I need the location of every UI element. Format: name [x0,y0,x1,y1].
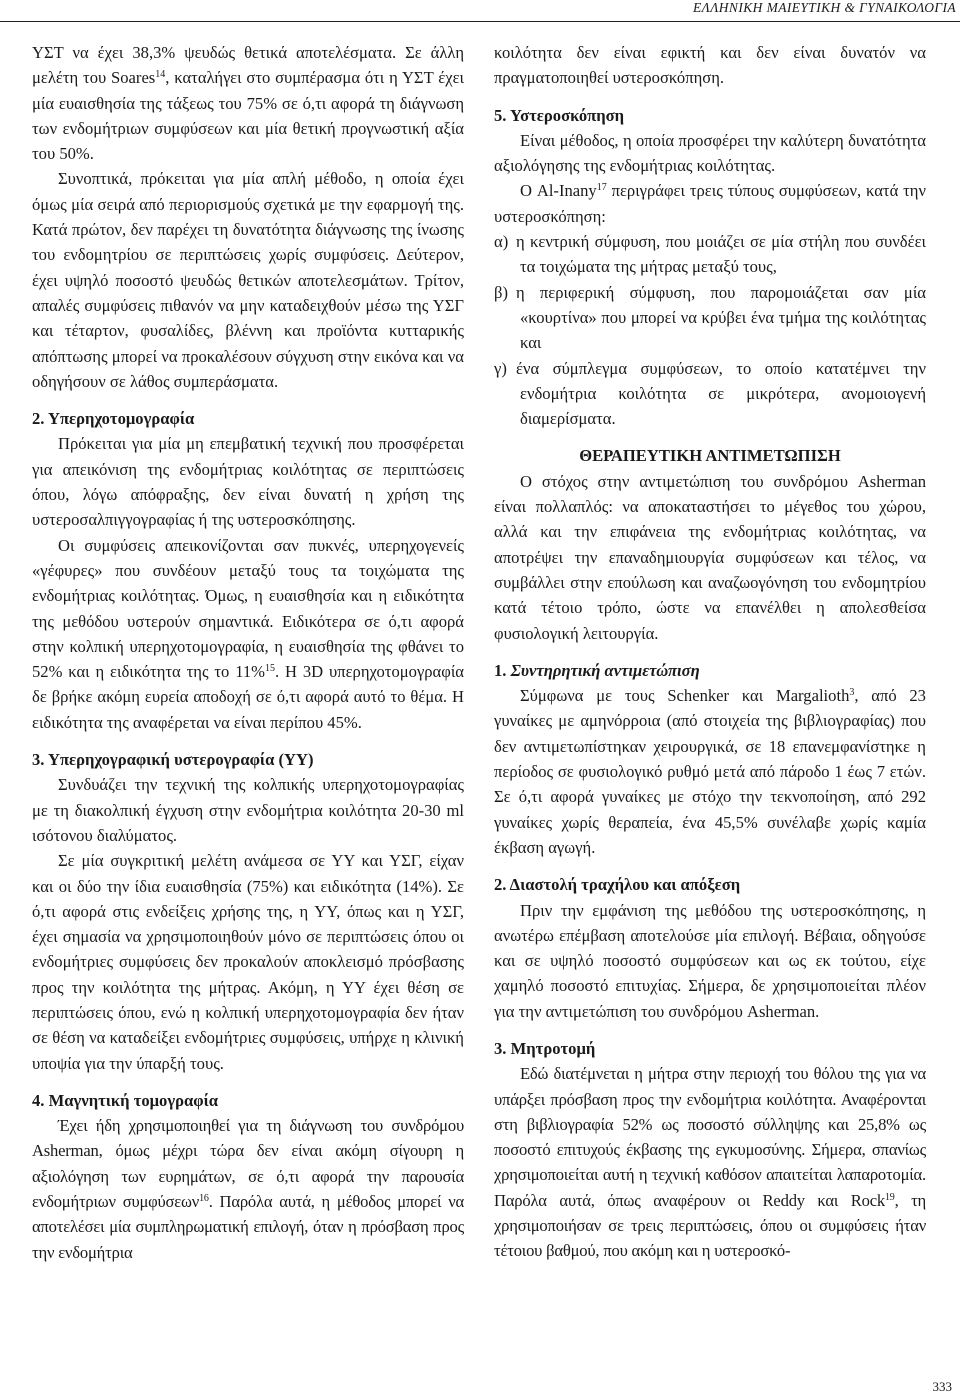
section-heading: 5. Υστεροσκόπηση [494,105,625,125]
paragraph: Οι συμφύσεις απεικονίζονται σαν πυκνές, υπερηχογενείς «γέφυρες» που συνδέουν μεταξύ τους τα τοιχώματα της ενδομήτριας κοιλότητας. Όμως, η ευαισθησία και η ειδικότητα της μεθόδου υστερούν σημαντικά. Ειδικότερα σε ό,τι αφορά στην κολπική υπερηχοτομογραφία, η ευαισθησία της φθάνει το 52% και η ειδικότητα της το 11%$^{15}$. Η 3D υπερηχοτομογραφία δε βρήκε ακόμη ευρεία αποδοχή σε ό,τι αφορά αυτό το θέμα. Η ειδικότητα της αναφέρεται να είναι περίπου 45%. [32,535,464,732]
journal-title: ΕΛΛΗΝΙΚΗ ΜΑΙΕΥΤΙΚΗ & ΓΥΝΑΙΚΟΛΟΓΙΑ [693,0,956,15]
paragraph: Πριν την εμφάνιση της μεθόδου της υστεροσκόπησης, η ανωτέρω επέμβαση αποτελούσε μία επιλογή. Βέβαια, οδηγούσε και σε υψηλό ποσοστό συμφύσεων και ως εκ τούτου, είχε χαμηλό ποσοστό επιτυχίας. Σήμερα, δε χρησιμοποιείται πλέον για την αντιμετώπιση του συνδρόμου Asherman. [494,900,926,1021]
paragraph: κοιλότητα δεν είναι εφικτή και δεν είναι δυνατόν να πραγματοποιηθεί υστεροσκόπηση. [494,43,926,88]
list-text: η κεντρική σύμφυση, που μοιάζει σε μία στήλη που συνδέει τα τοιχώματα της μήτρας μεταξύ τους, [516,232,926,277]
paragraph: Ο στόχος στην αντιμετώπιση του συνδρόμου Asherman είναι πολλαπλός: να αποκαταστήσει το μέγεθος του χώρου, αλλά και την επιφάνεια της ενδομήτριας κοιλότητας, να αποτρέψει την επαναδημιουργία συμφύσεων και τέλος, να συμβάλλει στην επούλωση και αναζωογόνηση του ενδομητρίου κατά τέτοιο τρόπο, ώστε να επανέλθει η απολεσθείσα φυσιολογική λειτουργία. [494,471,926,643]
list-label: α) [494,232,509,252]
list-text: η περιφερική σύμφυση, που παρομοιάζεται σαν μία «κουρτίνα» που μπορεί να κρύβει ένα τμήμα της κοιλότητας και [516,282,926,353]
list-item [494,229,926,280]
right-column [494,40,926,1264]
list-item [494,280,926,356]
list-item [494,356,926,432]
reference-marker: 14 [155,69,166,81]
paragraph: Εδώ διατέμνεται η μήτρα στην περιοχή του θόλου της για να υπάρξει πρόσβαση προς την ενδομήτρια κοιλότητα. Αναφέρονται στη βιβλιογραφία 52% ως ποσοστό σύλληψης και 25,8% ως ποσοστό επιτυχούς έκβασης της εγκυμοσύνης. Σήμερα, σπανίως χρησιμοποιείται αυτή η τεχνική καθόσον απαιτείται λαπαροτομία. Παρόλα αυτά, όπως αναφέρουν οι Reddy και Rock$^{19}$, τη χρησιμοποιήσαν σε τρεις περιπτώσεις, όπου οι συμφύσεις ήταν τέτοιου βαθμού, που ακόμη και η υστεροσκό- [494,1064,927,1261]
paragraph: Πρόκειται για μία μη επεμβατική τεχνική που προσφέρεται για απεικόνιση της ενδομήτριας κοιλότητας σε περιπτώσεις όπου, λόγω απόφραξης, δεν είναι δυνατή η χρήση της υστεροσαλπιγγογραφίας ή της υστεροσκόπησης. [32,434,464,530]
page-number: 333 [932,1379,952,1394]
reference-marker: 3 [849,687,855,699]
paragraph: Έχει ήδη χρησιμοποιηθεί για τη διάγνωση του συνδρόμου Asherman, όμως μέχρι τώρα δεν είναι ακόμη σίγουρη η αξιολόγηση των ευρημάτων, σε ό,τι αφορά την παρουσία ενδομήτριων συμφύσεων$^{16}$. Παρόλα αυτά, η μέθοδος μπορεί να αποτελέσει μία συμπληρωματική επιλογή, όταν η πρόσβαση προς την ενδομήτρια [32,1116,464,1262]
reference-marker: 19 [884,1191,895,1203]
list-label: β) [494,282,508,302]
left-column [32,40,464,1265]
reference-marker: 15 [265,663,275,675]
list-text: ένα σύμπλεγμα συμφύσεων, το οποίο κατατέμνει την ενδομήτρια κοιλότητα σε μικρότερα, ανομοιογενή διαμερίσματα. [516,358,926,429]
section-heading: 2. Υπερηχοτομογραφία [32,409,195,429]
running-header [0,0,960,22]
paragraph: Ο Al-Inany$^{17}$ περιγράφει τρεις τύπους συμφύσεων, κατά την υστεροσκόπηση: [494,181,926,226]
header-rule [0,21,960,22]
chapter-heading: ΘΕΡΑΠΕΥΤΙΚΗ ΑΝΤΙΜΕΤΩΠΙΣΗ [579,446,841,466]
reference-marker: 17 [596,182,607,194]
paragraph: Σύμφωνα με τους Schenker και Margalioth$^3$, από 23 γυναίκες με αμηνόρροια (από στοιχεία της βιβλιογραφίας) που δεν αντιμετωπίστηκαν χειρουργικά, σε 18 επανεμφανίστηκε η περίοδος σε φυσιολογικό ρυθμό μετά από πάροδο 1 έως 7 ετών. Σε ό,τι αφορά γυναίκες με στόχο την τεκνοποίηση, από 292 γυναίκες χωρίς θεραπεία, ένα 45,5% συνέλαβε χωρίς καμία έκβαση αγωγή. [494,686,926,857]
section-heading: 4. Μαγνητική τομογραφία [32,1090,219,1110]
list-label: γ) [494,358,507,378]
paragraph: Σε μία συγκριτική μελέτη ανάμεσα σε ΥΥ και ΥΣΓ, είχαν και οι δύο την ίδια ευαισθησία (75%) και ειδικότητα (14%). Σε ό,τι αφορά στις ενδείξεις χρήσης της, η ΥΥ, όπως και η ΥΣΓ, έχει σημασία να χρησιμοποιηθούν μόνο σε περιπτώσεις όπου οι ενδομήτριες συμφύσεις δεν προκαλούν αποκλεισμό πρόσβασης προς την κοιλότητα της μήτρας. Ακόμη, η ΥΥ έχει θέση σε περιπτώσεις όπου, ενώ η κολπική υπερηχοτομογραφία δεν ήταν σε θέση να καταδείξει ενδομήτριες συμφύσεις, υπήρχε η κλινική υποψία για την ύπαρξή τους. [32,851,464,1073]
section-heading: 3. Υπερηχογραφική υστερογραφία (ΥΥ) [32,750,314,770]
paragraph: Συνοπτικά, πρόκειται για μία απλή μέθοδο, η οποία έχει όμως μία σειρά από περιορισμούς σχετικά με την εφαρμογή της. Κατά πρώτον, δεν παρέχει τη δυνατότητα διάγνωσης της ίνωσης του ενδομητρίου σε περιπτώσεις χωρίς συμφύσεις. Δεύτερον, έχει υψηλό ποσοστό ψευδώς θετικών αποτελεσμάτων. Τρίτον, απαλές συμφύσεις πιθανόν να μην καταδειχθούν μέσω της ΥΣΓ και τέταρτον, φυσαλίδες, βλέννη και προϊόντα κυτταρικής απόπτωσης μπορεί να προκαλέσουν σύγχυση στην εικόνα και να οδηγήσουν σε λάθος συμπεράσματα. [32,169,464,391]
reference-marker: 16 [199,1193,209,1205]
paragraph: Συνδυάζει την τεχνική της κολπικής υπερηχοτομογραφίας με τη διακολπική έγχυση στην ενδομήτρια κοιλότητα 20-30 ml ισότονου διαλύματος. [32,775,464,845]
section-heading: 1. Συντηρητική αντιμετώπιση [494,660,700,680]
paragraph: Είναι μέθοδος, η οποία προσφέρει την καλύτερη δυνατότητα αξιολόγησης της ενδομήτριας κοιλότητας. [494,130,926,176]
paragraph: ΥΣΤ να έχει 38,3% ψευδώς θετικά αποτελέσματα. Σε άλλη μελέτη του Soares$^{14}$, καταλήγει στο συμπέρασμα ότι η ΥΣΤ έχει μία ευαισθησία της τάξεως του 75% σε ό,τι αφορά τη διάγνωση των ενδομήτριων συμφύσεων και μία θετική προγνωστική αξία του 50%. [32,43,465,164]
section-heading: 3. Μητροτομή [494,1038,596,1058]
section-heading: 2. Διαστολή τραχήλου και απόξεση [494,875,741,895]
